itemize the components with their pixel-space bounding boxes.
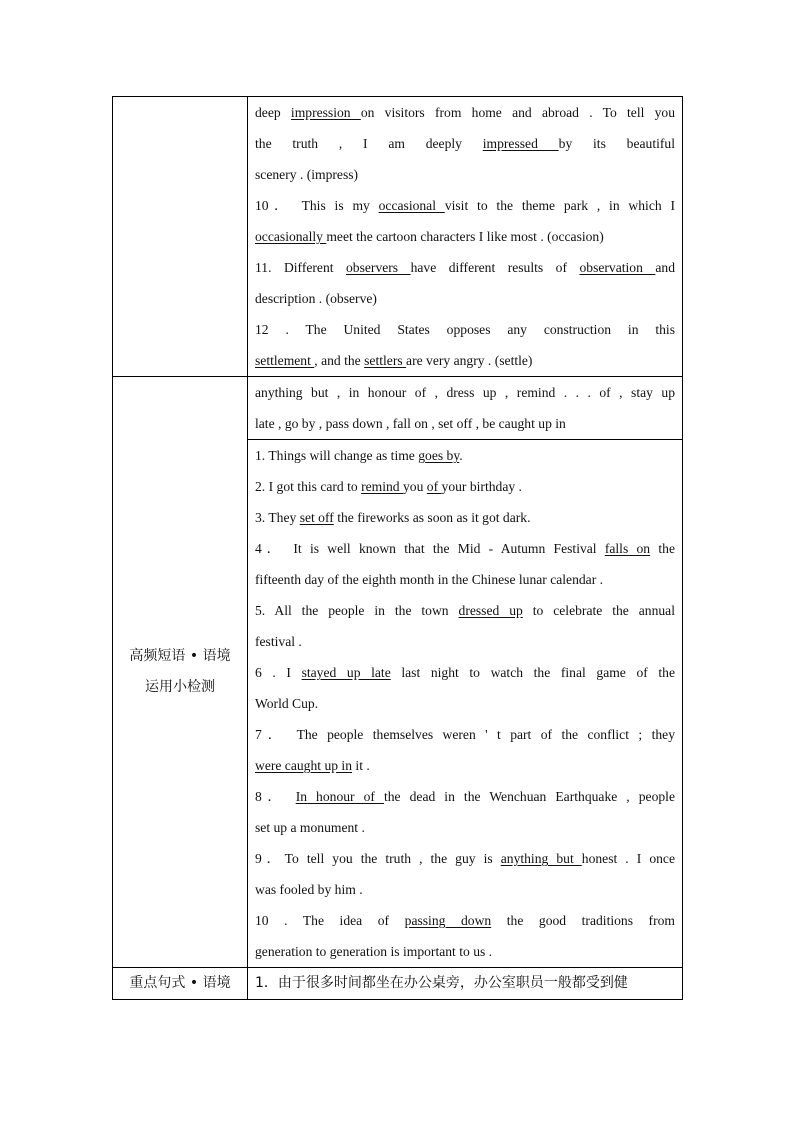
line-text: the good traditions from <box>491 913 675 928</box>
line-text: festival . <box>255 634 302 649</box>
vocab-row <box>113 97 683 377</box>
line-text: honest . I once <box>581 851 675 866</box>
line-text: 1. Things will change as time <box>255 448 419 463</box>
sentence-line: 1．由于很多时间都坐在办公桌旁，办公室职员一般都受到健 <box>255 975 628 991</box>
line-text: 10 . The idea of <box>255 913 405 928</box>
answer-blank: impression <box>290 105 361 120</box>
line-text: the dead in the Wenchuan Earthquake , people <box>383 789 675 804</box>
phrase-exercise-line <box>255 781 675 812</box>
answer-blank: stayed up late <box>301 665 391 680</box>
line-text: 4． It is well known that the Mid - Autumn Festival <box>255 541 605 556</box>
answer-blank: anything but <box>500 851 582 866</box>
vocab-line <box>255 314 675 345</box>
line-text: description . (observe) <box>255 291 377 306</box>
vocab-line <box>255 283 675 314</box>
vocab-content-cell <box>248 97 683 377</box>
line-text: visit to the theme park , in which I <box>444 198 675 213</box>
sentences-header: 重点句式 • 语境 <box>129 975 231 991</box>
answer-blank: goes by <box>418 448 460 463</box>
vocab-line <box>255 128 675 159</box>
line-text: 8． <box>255 789 296 804</box>
line-text: , and the <box>314 353 365 368</box>
line-text: World Cup. <box>255 696 319 711</box>
phrase-list-row <box>113 377 683 440</box>
phrase-exercise-line <box>255 905 675 936</box>
line-text: was fooled by him . <box>255 882 363 897</box>
line-text: you <box>403 479 427 494</box>
answer-blank: settlers <box>364 353 407 368</box>
answer-blank: In honour of <box>295 789 384 804</box>
phrase-exercise-line <box>255 502 675 533</box>
line-text: deep <box>255 105 291 120</box>
phrase-exercise-cell <box>248 440 683 968</box>
sentences-header-cell <box>113 968 248 1000</box>
line-text: fifteenth day of the eighth month in the Chinese lunar calendar . <box>255 572 604 587</box>
vocab-lines <box>248 97 682 376</box>
line-text: 9．To tell you the truth , the guy is <box>255 851 501 866</box>
line-text: . <box>459 448 463 463</box>
answer-blank: set off <box>299 510 334 525</box>
phrase-exercise-line <box>255 657 675 688</box>
line-text: the fireworks as soon as it got dark. <box>333 510 531 525</box>
phrase-exercise-lines <box>248 440 682 967</box>
sentence-content-cell <box>248 968 683 1000</box>
exercise-table <box>112 96 683 1000</box>
line-text: last night to watch the final game of the <box>390 665 675 680</box>
answer-blank: observers <box>346 260 411 275</box>
phrase-exercise-line <box>255 471 675 502</box>
line-text: anything but , in honour of , dress up , remind . . . of , stay up <box>255 385 675 400</box>
vocab-line <box>255 190 675 221</box>
line-text: meet the cartoon characters I like most . (occasion) <box>326 229 604 244</box>
phrase-exercise-line <box>255 874 675 905</box>
answer-blank: impressed <box>482 136 559 151</box>
phrase-exercise-line <box>255 936 675 967</box>
phrase-exercise-line <box>255 719 675 750</box>
phrase-exercise-line <box>255 533 675 564</box>
line-text: 12 . The United States opposes any construction in this <box>255 322 675 337</box>
vocab-line <box>255 159 675 190</box>
phrases-header-line-1: 高频短语 • 语境 <box>129 648 231 664</box>
line-text: are very angry . (settle) <box>406 353 533 368</box>
line-text: it . <box>352 758 370 773</box>
phrase-list-line <box>255 408 675 439</box>
phrase-list-cell <box>248 377 683 440</box>
phrase-exercise-line <box>255 440 675 471</box>
line-text: the truth , I am deeply <box>255 136 483 151</box>
answer-blank: observation <box>579 260 656 275</box>
line-text: scenery . (impress) <box>255 167 359 182</box>
line-text: 11. Different <box>255 260 346 275</box>
line-text: 3. They <box>255 510 300 525</box>
phrases-header-cell <box>113 377 248 968</box>
line-text: 2. I got this card to <box>255 479 362 494</box>
vocab-line <box>255 345 675 376</box>
sentence-row <box>113 968 683 1000</box>
vocab-line <box>255 252 675 283</box>
answer-blank: dressed up <box>458 603 523 618</box>
answer-blank: settlement <box>255 353 315 368</box>
answer-blank: of <box>426 479 442 494</box>
phrases-header-line-2: 运用小检测 <box>145 679 215 695</box>
vocab-line <box>255 97 675 128</box>
line-text: 5. All the people in the town <box>255 603 459 618</box>
line-text: 7． The people themselves weren ' t part of the conflict ; they <box>255 727 675 742</box>
phrase-exercise-line <box>255 843 675 874</box>
phrase-exercise-line <box>255 626 675 657</box>
line-text: by its beautiful <box>558 136 675 151</box>
answer-blank: remind <box>361 479 403 494</box>
line-text: 6 . I <box>255 665 302 680</box>
line-text: on visitors from home and abroad . To tell you <box>360 105 675 120</box>
line-text: generation to generation is important to us . <box>255 944 493 959</box>
vocab-header-cell <box>113 97 248 377</box>
line-text: to celebrate the annual <box>522 603 675 618</box>
vocab-line <box>255 221 675 252</box>
answer-blank: were caught up in <box>255 758 353 773</box>
line-text: late , go by , pass down , fall on , set off , be caught up in <box>255 416 566 431</box>
answer-blank: falls on <box>604 541 651 556</box>
answer-blank: occasional <box>378 198 445 213</box>
line-text: and <box>655 260 675 275</box>
line-text: have different results of <box>410 260 580 275</box>
phrase-exercise-line <box>255 750 675 781</box>
phrase-exercise-line <box>255 688 675 719</box>
phrase-exercise-line <box>255 812 675 843</box>
phrase-exercise-line <box>255 564 675 595</box>
phrase-exercise-line <box>255 595 675 626</box>
phrase-list-line <box>255 377 675 408</box>
line-text: set up a monument . <box>255 820 365 835</box>
answer-blank: occasionally <box>255 229 327 244</box>
phrase-list <box>248 377 682 439</box>
answer-blank: passing down <box>404 913 492 928</box>
line-text: your birthday . <box>441 479 522 494</box>
line-text: the <box>650 541 675 556</box>
line-text: 10． This is my <box>255 198 379 213</box>
